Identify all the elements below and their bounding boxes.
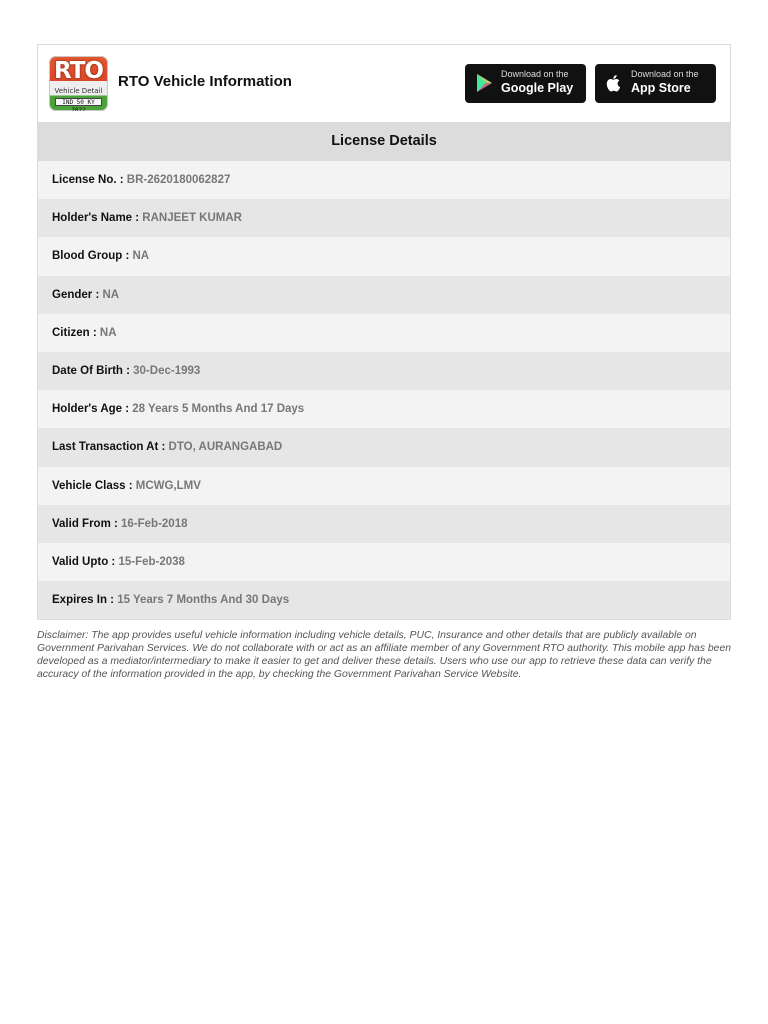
detail-label: Holder's Name : <box>52 212 143 225</box>
google-play-button[interactable] <box>465 64 586 103</box>
detail-row-holder-age <box>38 390 730 428</box>
disclaimer-text: Disclaimer: The app provides useful vehicle information including vehicle details, PUC, Insurance and other details that are publicly available on Government Parivahan Services. We do not collaborate with or act as an affiliate member of any Government RTO authority. This mobile app has been developed as a mediator/intermediary to make it easier to get and deliver these details. Users who use our app to retrieve these data can verify the accuracy of the information provided in the app, by checking the Government Parivahan Service Website. <box>37 630 732 680</box>
license-card <box>37 44 731 620</box>
detail-label: Valid Upto : <box>52 555 119 568</box>
detail-row-last-transaction <box>38 428 730 466</box>
app-title: RTO Vehicle Information <box>118 73 292 90</box>
detail-label: Citizen : <box>52 326 100 339</box>
detail-label: Date Of Birth : <box>52 364 134 377</box>
detail-value: NA <box>132 250 150 263</box>
logo-plate: IND 50 KY 2022 <box>55 98 102 106</box>
detail-value: BR-2620180062827 <box>126 174 231 186</box>
detail-row-license-no <box>38 161 730 199</box>
rto-logo <box>49 56 108 111</box>
detail-value: 15 Years 7 Months And 30 Days <box>117 594 290 607</box>
google-play-small-text: Download on the <box>501 69 569 79</box>
details-list <box>38 161 730 619</box>
app-store-label: App Store <box>631 81 691 95</box>
detail-label: Vehicle Class : <box>52 479 136 492</box>
detail-value: NA <box>99 326 117 339</box>
detail-value: 16-Feb-2018 <box>121 517 188 530</box>
detail-row-expires-in <box>38 581 730 619</box>
detail-label: Blood Group : <box>52 250 133 263</box>
detail-row-citizen <box>38 314 730 352</box>
detail-value: RANJEET KUMAR <box>142 212 242 225</box>
detail-value: 15-Feb-2038 <box>118 555 185 568</box>
detail-row-valid-upto <box>38 543 730 581</box>
detail-value: DTO, AURANGABAD <box>168 441 283 454</box>
play-icon <box>474 73 494 93</box>
logo-subtitle: Vehicle Detail <box>54 87 103 95</box>
detail-row-vehicle-class <box>38 467 730 505</box>
detail-value: 28 Years 5 Months And 17 Days <box>132 403 305 416</box>
section-title: License Details <box>38 122 730 161</box>
apple-icon <box>604 73 624 93</box>
detail-row-blood-group <box>38 237 730 275</box>
detail-label: Holder's Age : <box>52 403 133 416</box>
google-play-label: Google Play <box>501 81 574 95</box>
detail-row-gender <box>38 276 730 314</box>
detail-row-date-of-birth <box>38 352 730 390</box>
detail-value: NA <box>102 288 120 301</box>
detail-label: License No. : <box>52 174 127 186</box>
logo-title: RTO <box>54 58 103 84</box>
detail-value: MCWG,LMV <box>135 479 201 492</box>
page-header <box>38 45 730 122</box>
detail-row-valid-from <box>38 505 730 543</box>
app-store-small-text: Download on the <box>631 69 699 79</box>
detail-label: Valid From : <box>52 517 122 530</box>
detail-value: 30-Dec-1993 <box>133 364 201 377</box>
detail-label: Last Transaction At : <box>52 441 169 454</box>
detail-label: Expires In : <box>52 594 118 607</box>
app-store-button[interactable] <box>595 64 716 103</box>
detail-row-holder-name <box>38 199 730 237</box>
detail-label: Gender : <box>52 288 103 301</box>
